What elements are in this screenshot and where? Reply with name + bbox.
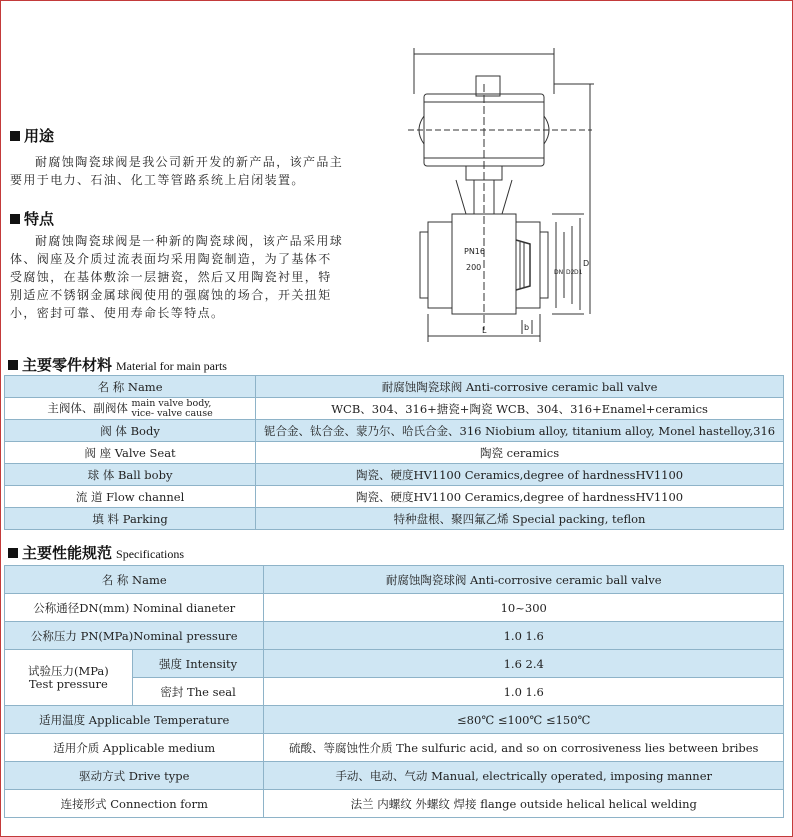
dim-d1-label: D1 bbox=[574, 269, 583, 276]
nominal-pressure-label: 公称压力 PN(MPa)Nominal pressure bbox=[5, 622, 264, 650]
table-row bbox=[5, 594, 784, 622]
nominal-pressure-value: 1.0 1.6 bbox=[264, 622, 784, 650]
spec-name-label: 名 称 Name bbox=[5, 566, 264, 594]
usage-text: 耐腐蚀陶瓷球阀是我公司新开发的新产品，该产品主要用于电力、石油、化工等管路系统上启闭装置。 bbox=[10, 155, 344, 187]
materials-header-value: 耐腐蚀陶瓷球阀 Anti-corrosive ceramic ball valve bbox=[256, 376, 784, 398]
table-row bbox=[5, 398, 784, 420]
table-row bbox=[5, 622, 784, 650]
table-row bbox=[5, 790, 784, 818]
packing-label: 填 料 Parking bbox=[5, 508, 256, 530]
table-row bbox=[5, 706, 784, 734]
usage-heading: 用途 bbox=[10, 125, 54, 146]
features-text: 耐腐蚀陶瓷球阀是一种新的陶瓷球阀，该产品采用球体、阀座及介质过流表面均采用陶瓷制造，为了基体不受腐蚀，在基体敷涂一层搪瓷，然后又用陶瓷衬里，特别适应不锈钢金属球阀使用的强腐蚀的场合，开关扭矩小，密封可靠、使用寿命长等特点。 bbox=[10, 234, 344, 320]
main-body-label: 主阀体、副阀体 main valve body, vice- valve cause bbox=[5, 398, 256, 420]
square-bullet-icon bbox=[8, 548, 18, 558]
table-row bbox=[5, 442, 784, 464]
medium-label: 适用介质 Applicable medium bbox=[5, 734, 264, 762]
temperature-value: ≤80℃ ≤100℃ ≤150℃ bbox=[264, 706, 784, 734]
body-value: 铌合金、钛合金、蒙乃尔、哈氏合金、316 Niobium alloy, titanium alloy, Monel hastelloy,316 bbox=[256, 420, 784, 442]
valve-seat-value: 陶瓷 ceramics bbox=[256, 442, 784, 464]
dim-d-label: D bbox=[583, 259, 590, 268]
pn-label: PN16 bbox=[464, 247, 485, 256]
dim-d2-label: D2 bbox=[566, 269, 575, 276]
size-label: 200 bbox=[466, 263, 482, 272]
materials-table bbox=[4, 375, 784, 530]
specs-heading: 主要性能规范 Specifications bbox=[8, 542, 184, 563]
square-bullet-icon bbox=[8, 360, 18, 370]
seal-label: 密封 The seal bbox=[132, 678, 264, 706]
table-row bbox=[5, 734, 784, 762]
intensity-label: 强度 Intensity bbox=[132, 650, 264, 678]
nominal-diameter-value: 10~300 bbox=[264, 594, 784, 622]
table-row bbox=[5, 508, 784, 530]
table-row bbox=[5, 650, 784, 678]
drive-type-value: 手动、电动、气动 Manual, electrically operated, imposing manner bbox=[264, 762, 784, 790]
medium-value: 硫酸、等腐蚀性介质 The sulfuric acid, and so on corrosiveness lies between bribes bbox=[264, 734, 784, 762]
main-body-value: WCB、304、316+搪瓷+陶瓷 WCB、304、316+Enamel+ceramics bbox=[256, 398, 784, 420]
intensity-value: 1.6 2.4 bbox=[264, 650, 784, 678]
ball-value: 陶瓷、硬度HV1100 Ceramics,degree of hardnessHV1100 bbox=[256, 464, 784, 486]
temperature-label: 适用温度 Applicable Temperature bbox=[5, 706, 264, 734]
dim-b-label: b bbox=[524, 323, 530, 332]
valve-technical-drawing bbox=[404, 44, 596, 344]
specs-table bbox=[4, 565, 784, 818]
features-heading: 特点 bbox=[10, 208, 54, 229]
table-row bbox=[5, 486, 784, 508]
nominal-diameter-label: 公称通径DN(mm) Nominal dianeter bbox=[5, 594, 264, 622]
valve-seat-label: 阀 座 Valve Seat bbox=[5, 442, 256, 464]
connection-form-value: 法兰 内螺纹 外螺纹 焊接 flange outside helical helical welding bbox=[264, 790, 784, 818]
test-pressure-label: 试验压力(MPa) Test pressure bbox=[5, 650, 133, 706]
flow-channel-value: 陶瓷、硬度HV1100 Ceramics,degree of hardnessHV1100 bbox=[256, 486, 784, 508]
square-bullet-icon bbox=[10, 131, 20, 141]
table-row bbox=[5, 464, 784, 486]
square-bullet-icon bbox=[10, 214, 20, 224]
table-row bbox=[5, 376, 784, 398]
ball-label: 球 体 Ball boby bbox=[5, 464, 256, 486]
table-row bbox=[5, 566, 784, 594]
flow-channel-label: 流 道 Flow channel bbox=[5, 486, 256, 508]
materials-heading: 主要零件材料 Material for main parts bbox=[8, 354, 227, 375]
seal-value: 1.0 1.6 bbox=[264, 678, 784, 706]
spec-name-value: 耐腐蚀陶瓷球阀 Anti-corrosive ceramic ball valve bbox=[264, 566, 784, 594]
dim-dn-label: DN bbox=[554, 269, 564, 276]
dim-l-label: L bbox=[482, 326, 487, 335]
table-row bbox=[5, 420, 784, 442]
connection-form-label: 连接形式 Connection form bbox=[5, 790, 264, 818]
drive-type-label: 驱动方式 Drive type bbox=[5, 762, 264, 790]
materials-header-label: 名 称 Name bbox=[5, 376, 256, 398]
body-label: 阀 体 Body bbox=[5, 420, 256, 442]
packing-value: 特种盘根、聚四氟乙烯 Special packing, teflon bbox=[256, 508, 784, 530]
table-row bbox=[5, 762, 784, 790]
